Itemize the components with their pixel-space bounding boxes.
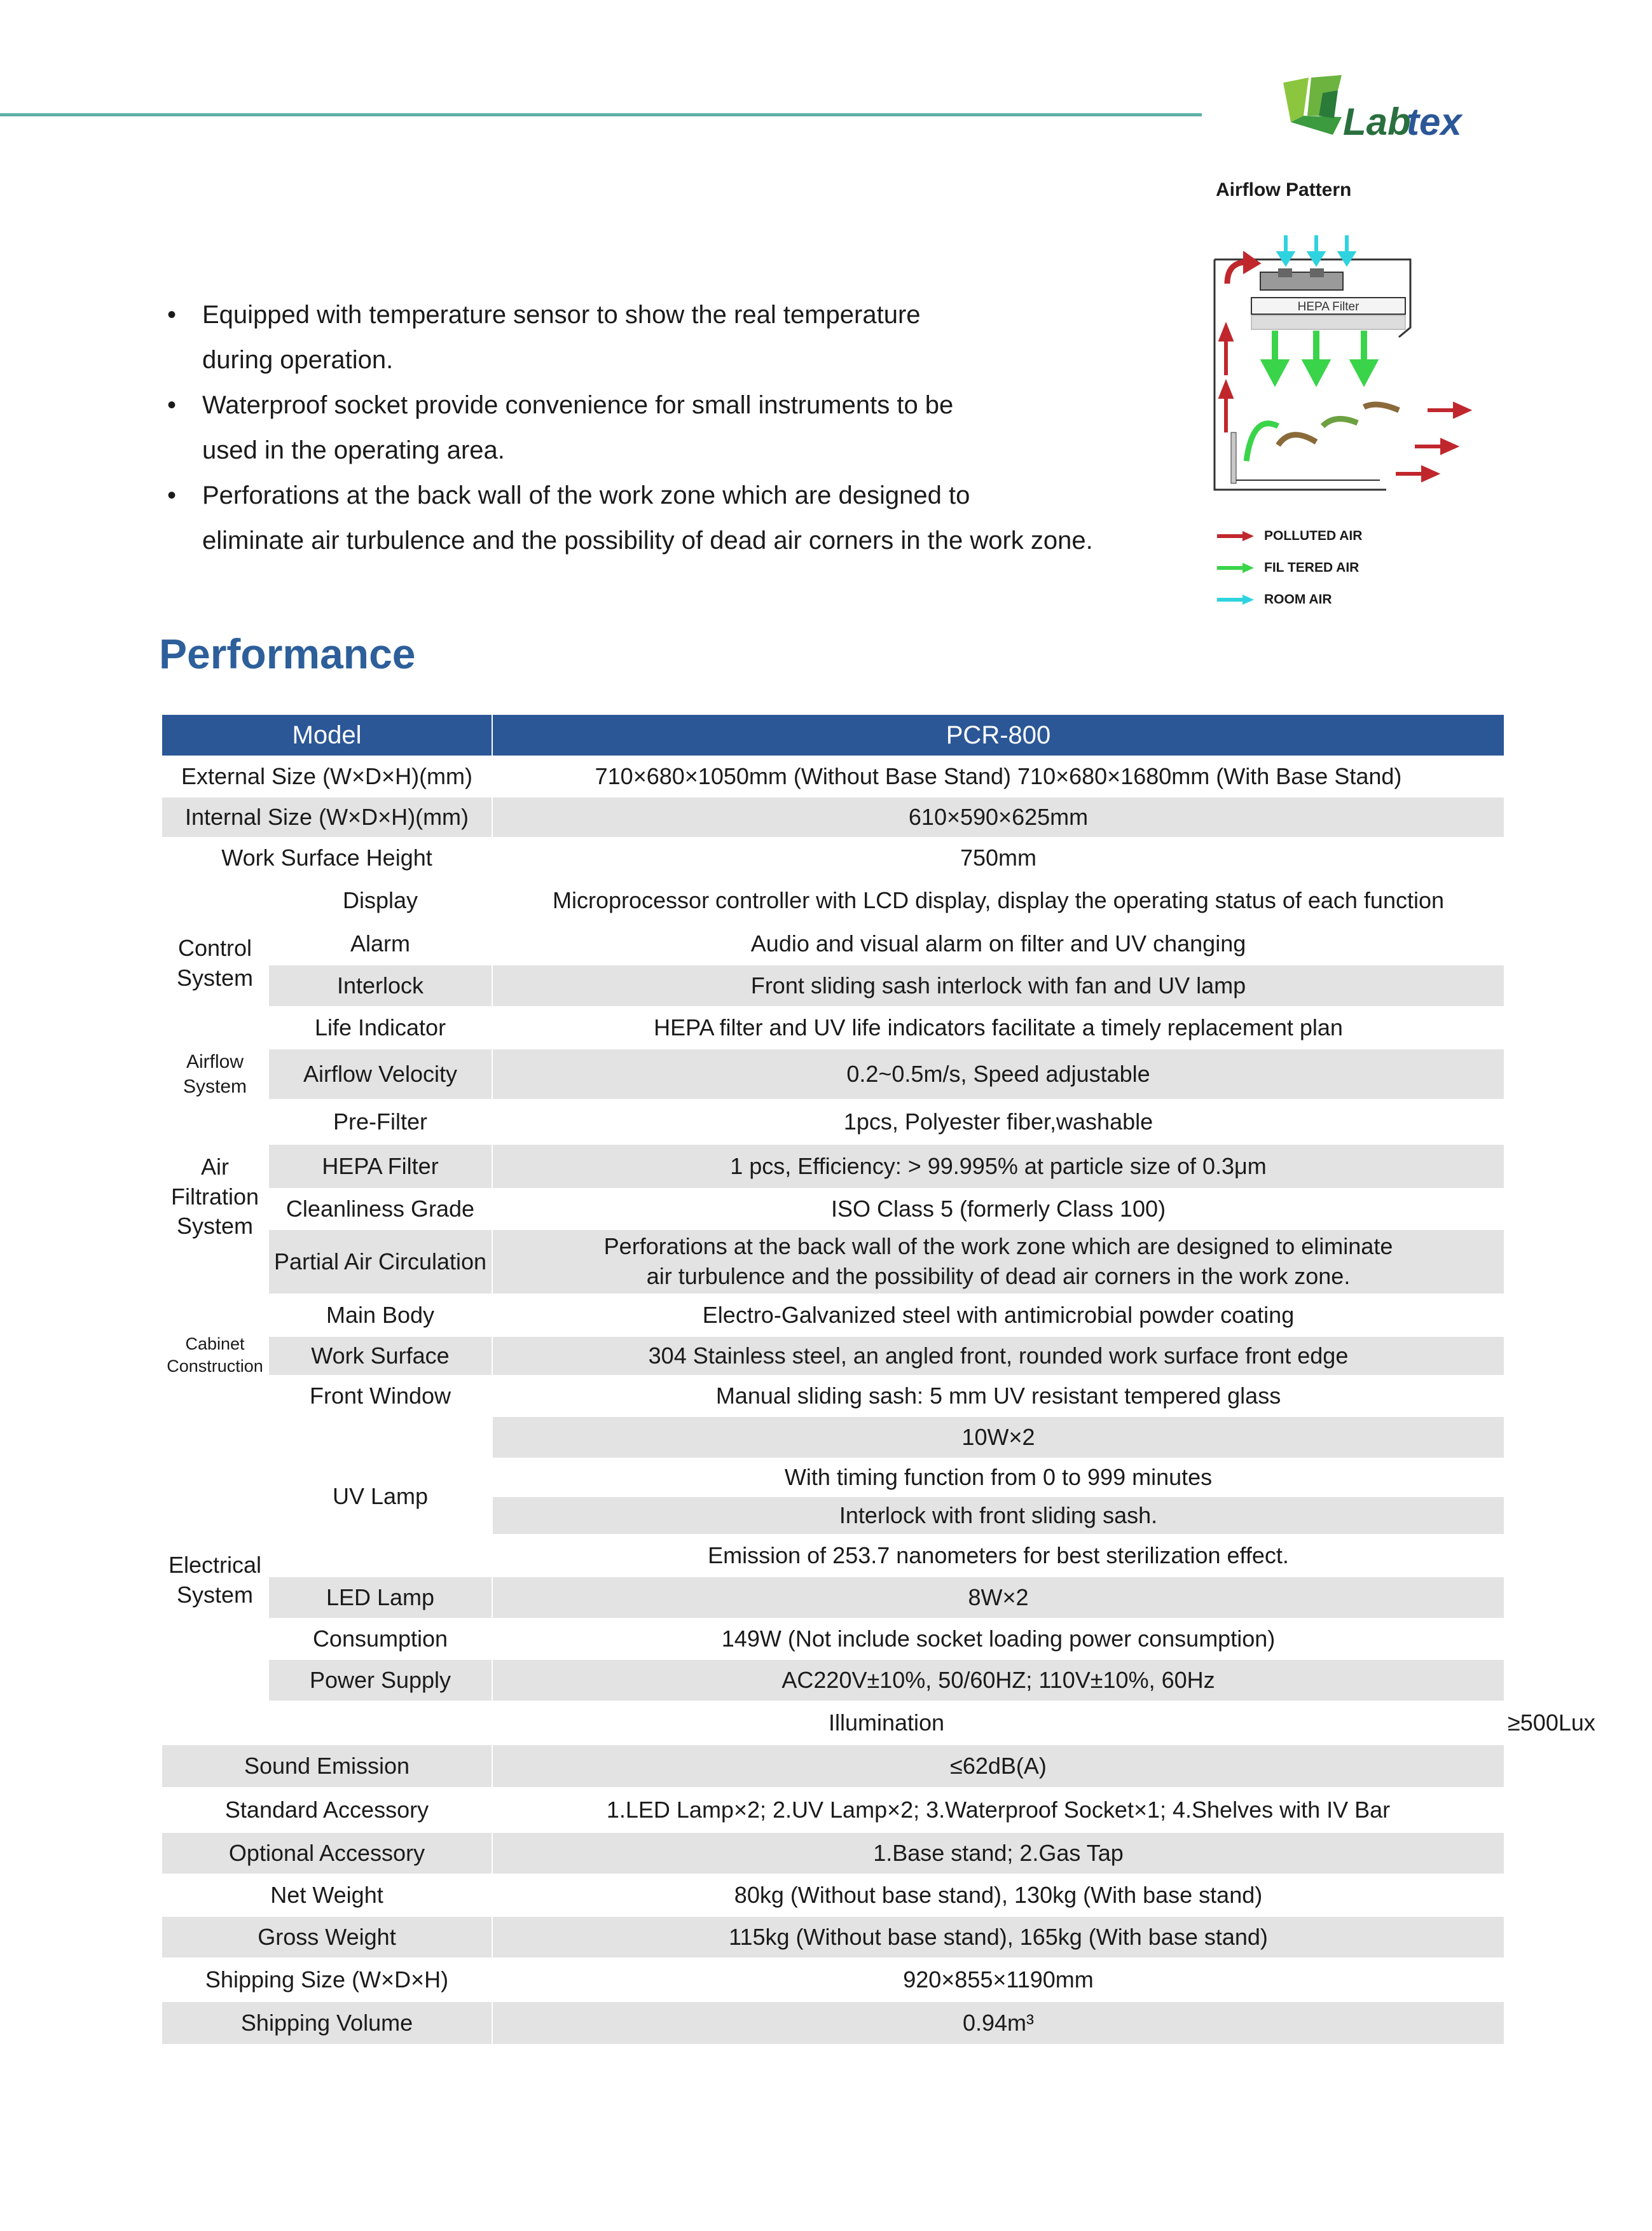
row-label: Pre-Filter bbox=[268, 1100, 492, 1144]
airflow-diagram bbox=[1208, 223, 1501, 509]
row-value: 1.LED Lamp×2; 2.UV Lamp×2; 3.Waterproof Socket×1; 4.Shelves with IV Bar bbox=[492, 1788, 1504, 1832]
row-value: 80kg (Without base stand), 130kg (With base stand) bbox=[492, 1874, 1504, 1916]
feature-item bbox=[162, 293, 1230, 383]
airflow-pattern-title: Airflow Pattern bbox=[1216, 179, 1352, 200]
row-value: 710×680×1050mm (Without Base Stand) 710×680×1680mm (With Base Stand) bbox=[492, 756, 1504, 797]
row-label: Consumption bbox=[268, 1619, 492, 1659]
table-row bbox=[162, 838, 1504, 878]
table-row bbox=[162, 1144, 1504, 1189]
row-value: 1.Base stand; 2.Gas Tap bbox=[492, 1832, 1504, 1874]
row-label: Power Supply bbox=[268, 1659, 492, 1701]
table-row bbox=[162, 756, 1504, 797]
row-value: 8W×2 bbox=[492, 1577, 1504, 1619]
feature-line: during operation. bbox=[202, 346, 394, 374]
feature-line: eliminate air turbulence and the possibility of dead air corners in the work zone. bbox=[202, 527, 1093, 555]
group-label: System bbox=[176, 965, 254, 991]
legend-label: ROOM AIR bbox=[1264, 592, 1332, 607]
table-row bbox=[162, 1788, 1504, 1832]
row-value: Front sliding sash interlock with fan and UV lamp bbox=[492, 965, 1504, 1007]
table-row bbox=[162, 1744, 1504, 1788]
cyan-arrow-icon bbox=[1216, 593, 1255, 606]
row-value-line: air turbulence and the possibility of dead air corners in the work zone. bbox=[646, 1263, 1351, 1289]
group-cabinet-construction bbox=[162, 1294, 268, 1416]
row-label: Gross Weight bbox=[162, 1916, 492, 1958]
table-row bbox=[162, 1832, 1504, 1874]
group-label: System bbox=[176, 1582, 254, 1608]
row-value: 0.94m³ bbox=[492, 2001, 1504, 2045]
row-value: 304 Stainless steel, an angled front, rounded work surface front edge bbox=[492, 1336, 1504, 1376]
row-value: 610×590×625mm bbox=[492, 797, 1504, 838]
row-label: Display bbox=[268, 878, 492, 923]
table-row bbox=[162, 1336, 1504, 1376]
table-row: Illumination ≥500Lux bbox=[162, 1701, 1504, 1744]
green-arrow-icon bbox=[1216, 562, 1255, 574]
model-header: Model bbox=[162, 714, 492, 756]
group-air-filtration-system bbox=[162, 1100, 268, 1294]
feature-line: used in the operating area. bbox=[202, 436, 505, 464]
performance-heading: Performance bbox=[159, 630, 416, 677]
table-row bbox=[162, 1007, 1504, 1049]
legend-room-air bbox=[1216, 584, 1362, 616]
row-value: ≤62dB(A) bbox=[492, 1744, 1504, 1788]
table-row bbox=[162, 1874, 1504, 1916]
row-value: HEPA filter and UV life indicators facilitate a timely replacement plan bbox=[492, 1007, 1504, 1049]
row-label: Alarm bbox=[268, 923, 492, 965]
row-value: 1 pcs, Efficiency: > 99.995% at particle size of 0.3μm bbox=[492, 1144, 1504, 1189]
table-row bbox=[162, 1294, 1504, 1336]
table-row bbox=[162, 1100, 1504, 1144]
row-label: Shipping Size (W×D×H) bbox=[162, 1958, 492, 2001]
table-row bbox=[162, 1189, 1504, 1229]
group-label: System bbox=[176, 1213, 254, 1240]
labtex-logo bbox=[1272, 71, 1501, 160]
bullet-icon: • bbox=[167, 301, 177, 329]
row-value: Interlock with front sliding sash. bbox=[492, 1496, 1504, 1535]
table-row bbox=[162, 1049, 1504, 1100]
row-label: Net Weight bbox=[162, 1874, 492, 1916]
row-label: Work Surface Height bbox=[162, 838, 492, 878]
bullet-icon: • bbox=[167, 391, 177, 419]
table-row bbox=[162, 1619, 1504, 1659]
svg-text:tex: tex bbox=[1407, 100, 1462, 143]
table-row bbox=[162, 923, 1504, 965]
row-value: 750mm bbox=[492, 838, 1504, 878]
row-value: Audio and visual alarm on filter and UV changing bbox=[492, 923, 1504, 965]
airflow-legend bbox=[1216, 520, 1362, 616]
table-row bbox=[162, 1416, 1504, 1458]
row-value: Manual sliding sash: 5 mm UV resistant tempered glass bbox=[492, 1376, 1504, 1416]
row-value bbox=[492, 1229, 1504, 1294]
row-value: AC220V±10%, 50/60HZ; 110V±10%, 60Hz bbox=[492, 1659, 1504, 1701]
row-label: Airflow Velocity bbox=[268, 1049, 492, 1100]
row-label: Optional Accessory bbox=[162, 1832, 492, 1874]
legend-filtered-air bbox=[1216, 552, 1362, 584]
row-label: HEPA Filter bbox=[268, 1144, 492, 1189]
row-label: Shipping Volume bbox=[162, 2001, 492, 2045]
row-value: 10W×2 bbox=[492, 1416, 1504, 1458]
model-value-header: PCR-800 bbox=[492, 714, 1504, 756]
row-label: Main Body bbox=[268, 1294, 492, 1336]
feature-item bbox=[162, 383, 1230, 473]
row-label: Illumination bbox=[268, 1701, 1504, 1744]
row-label: UV Lamp bbox=[268, 1416, 492, 1577]
group-label: Cabinet bbox=[185, 1334, 245, 1353]
row-label: Front Window bbox=[268, 1376, 492, 1416]
row-value: 149W (Not include socket loading power consumption) bbox=[492, 1619, 1504, 1659]
table-header-row bbox=[162, 714, 1504, 756]
row-value: ISO Class 5 (formerly Class 100) bbox=[492, 1189, 1504, 1229]
table-row bbox=[162, 1958, 1504, 2001]
row-value: 0.2~0.5m/s, Speed adjustable bbox=[492, 1049, 1504, 1100]
group-label: System bbox=[182, 1076, 247, 1097]
row-value-line: Perforations at the back wall of the work zone which are designed to eliminate bbox=[603, 1233, 1393, 1260]
table-row bbox=[162, 878, 1504, 923]
table-row bbox=[162, 797, 1504, 838]
table-row bbox=[162, 1229, 1504, 1294]
group-control-system bbox=[162, 878, 268, 1049]
row-value: Electro-Galvanized steel with antimicrobial powder coating bbox=[492, 1294, 1504, 1336]
bullet-icon: • bbox=[167, 481, 177, 509]
group-label: Air bbox=[201, 1153, 229, 1180]
row-value: Emission of 253.7 nanometers for best sterilization effect. bbox=[492, 1535, 1504, 1577]
row-value: 920×855×1190mm bbox=[492, 1958, 1504, 2001]
legend-label: POLLUTED AIR bbox=[1264, 528, 1363, 543]
legend-label: FIL TERED AIR bbox=[1264, 560, 1359, 575]
row-label: Interlock bbox=[268, 965, 492, 1007]
row-value: 115kg (Without base stand), 165kg (With base stand) bbox=[492, 1916, 1504, 1958]
row-label: Sound Emission bbox=[162, 1744, 492, 1788]
group-label: Airflow bbox=[186, 1051, 244, 1072]
row-label: LED Lamp bbox=[268, 1577, 492, 1619]
svg-text:Lab: Lab bbox=[1343, 100, 1411, 143]
hepa-filter-label: HEPA Filter bbox=[1297, 300, 1359, 314]
row-value: Microprocessor controller with LCD display, display the operating status of each function bbox=[492, 878, 1504, 923]
table-row bbox=[162, 1376, 1504, 1416]
table-row bbox=[162, 1577, 1504, 1619]
table-row bbox=[162, 1916, 1504, 1958]
table-row bbox=[162, 965, 1504, 1007]
group-label: Construction bbox=[167, 1357, 263, 1376]
row-value: With timing function from 0 to 999 minutes bbox=[492, 1458, 1504, 1496]
table-row bbox=[162, 2001, 1504, 2045]
group-electrical-system bbox=[162, 1416, 268, 1744]
performance-table bbox=[161, 714, 1595, 2045]
legend-polluted-air bbox=[1216, 520, 1362, 552]
row-label: Standard Accessory bbox=[162, 1788, 492, 1832]
row-label: External Size (W×D×H)(mm) bbox=[162, 756, 492, 797]
row-label: Cleanliness Grade bbox=[268, 1189, 492, 1229]
row-label: Internal Size (W×D×H)(mm) bbox=[162, 797, 492, 838]
feature-list bbox=[162, 293, 1230, 563]
feature-item bbox=[162, 473, 1230, 563]
table-row bbox=[162, 1659, 1504, 1701]
group-label: Control bbox=[177, 935, 252, 962]
header-rule bbox=[0, 113, 1202, 116]
group-label: Electrical bbox=[168, 1552, 262, 1578]
row-label: Life Indicator bbox=[268, 1007, 492, 1049]
feature-line: Equipped with temperature sensor to show the real temperature bbox=[202, 301, 921, 329]
feature-line: Waterproof socket provide convenience for small instruments to be bbox=[202, 391, 954, 419]
row-value: 1pcs, Polyester fiber,washable bbox=[492, 1100, 1504, 1144]
group-label: Filtration bbox=[170, 1183, 259, 1210]
group-airflow-system bbox=[162, 1049, 268, 1100]
row-label: Work Surface bbox=[268, 1336, 492, 1376]
feature-line: Perforations at the back wall of the work zone which are designed to bbox=[202, 481, 970, 509]
row-label: Partial Air Circulation bbox=[268, 1229, 492, 1294]
